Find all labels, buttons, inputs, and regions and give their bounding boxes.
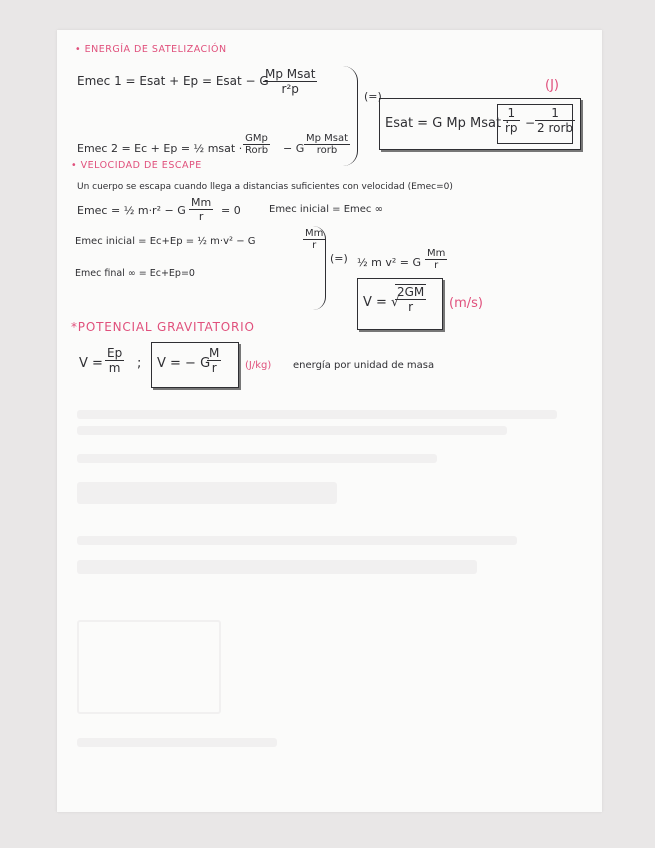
emec2-denominator-2: rorb — [316, 145, 338, 156]
escape-brace — [313, 226, 326, 310]
escape-half-num: Mm — [427, 248, 446, 259]
satellite-result-f2-den: 2 rorb — [537, 121, 574, 135]
emec1-equation: Emec 1 = Esat + Ep = Esat − G — [77, 74, 269, 88]
emec2-denominator-1: Rorb — [245, 145, 269, 156]
escape-emec-inicial-equality: Emec inicial = Emec ∞ — [269, 204, 383, 215]
satellite-unit: (J) — [545, 78, 559, 93]
escape-implies: (=) — [330, 252, 348, 265]
escape-inicial-den: r — [312, 240, 317, 251]
emec1-denominator: r²p — [281, 82, 299, 96]
escape-half-den: r — [434, 260, 439, 271]
escape-emec-inicial-detail: Emec inicial = Ec+Ep = ½ m·v² − G — [75, 236, 256, 247]
escape-inicial-num: Mm — [305, 228, 324, 239]
emec2-numerator-2: Mp Msat — [306, 133, 349, 144]
escape-emec-den: r — [198, 210, 204, 223]
escape-emec-equation: Emec = ½ m·r² − G — [77, 204, 186, 217]
section-title-escape-velocity: • VELOCIDAD DE ESCAPE — [71, 160, 202, 171]
escape-result-unit: (m/s) — [449, 296, 483, 311]
escape-result-num: 2GM — [397, 285, 425, 299]
potential-unit: (J/kg) — [245, 360, 272, 371]
satellite-result-f2-num: 1 — [535, 106, 575, 121]
escape-half-equation: ½ m v² = G — [357, 256, 422, 269]
potential-result-num: M — [209, 346, 220, 360]
escape-emec-final: Emec final ∞ = Ec+Ep=0 — [75, 268, 195, 279]
emec2-fraction-1 — [243, 133, 270, 156]
satellite-implies: (=) — [364, 90, 382, 103]
emec1-fraction — [263, 67, 317, 96]
escape-emec-eq-zero: = 0 — [221, 204, 241, 217]
potential-v-num: Ep — [107, 346, 123, 360]
emec1-numerator: Mp Msat — [265, 67, 316, 81]
potential-result-den: r — [211, 361, 217, 375]
potential-separator: ; — [137, 356, 142, 371]
notebook-page — [57, 30, 602, 812]
satellite-result-f1-den: rp — [505, 121, 518, 135]
satellite-result-f1-num: 1 — [503, 106, 520, 121]
section-title-satellite-energy: • ENERGÍA DE SATELIZACIÓN — [75, 44, 227, 55]
escape-half-fraction — [425, 248, 447, 271]
emec2-minus-g: − G — [283, 142, 305, 155]
satellite-result-fraction-2 — [535, 106, 575, 135]
escape-emec-num: Mm — [191, 196, 212, 209]
satellite-brace — [343, 66, 358, 166]
satellite-result-fraction-1 — [503, 106, 520, 135]
escape-result-lhs: V = √ — [363, 295, 400, 310]
escape-result-fraction — [395, 284, 426, 314]
escape-definition: Un cuerpo se escapa cuando llega a distancias suficientes con velocidad (Emec=0) — [77, 182, 453, 192]
satellite-result-lhs: Esat = G Mp Msat · — [385, 116, 510, 131]
potential-v-den: m — [108, 361, 121, 375]
emec2-equation: Emec 2 = Ec + Ep = ½ msat · — [77, 142, 243, 155]
escape-result-den: r — [408, 300, 414, 314]
potential-v-lhs: V = — [79, 356, 103, 371]
satellite-result-minus: − — [525, 116, 536, 130]
potential-note: energía por unidad de masa — [293, 360, 435, 371]
section-title-gravitational-potential: *POTENCIAL GRAVITATORIO — [71, 320, 255, 334]
potential-result-fraction — [207, 346, 221, 375]
emec2-numerator-1: GMp — [243, 133, 270, 145]
escape-emec-fraction — [189, 196, 213, 223]
potential-result-lhs: V = − G — [157, 356, 211, 371]
potential-v-fraction — [105, 346, 124, 375]
